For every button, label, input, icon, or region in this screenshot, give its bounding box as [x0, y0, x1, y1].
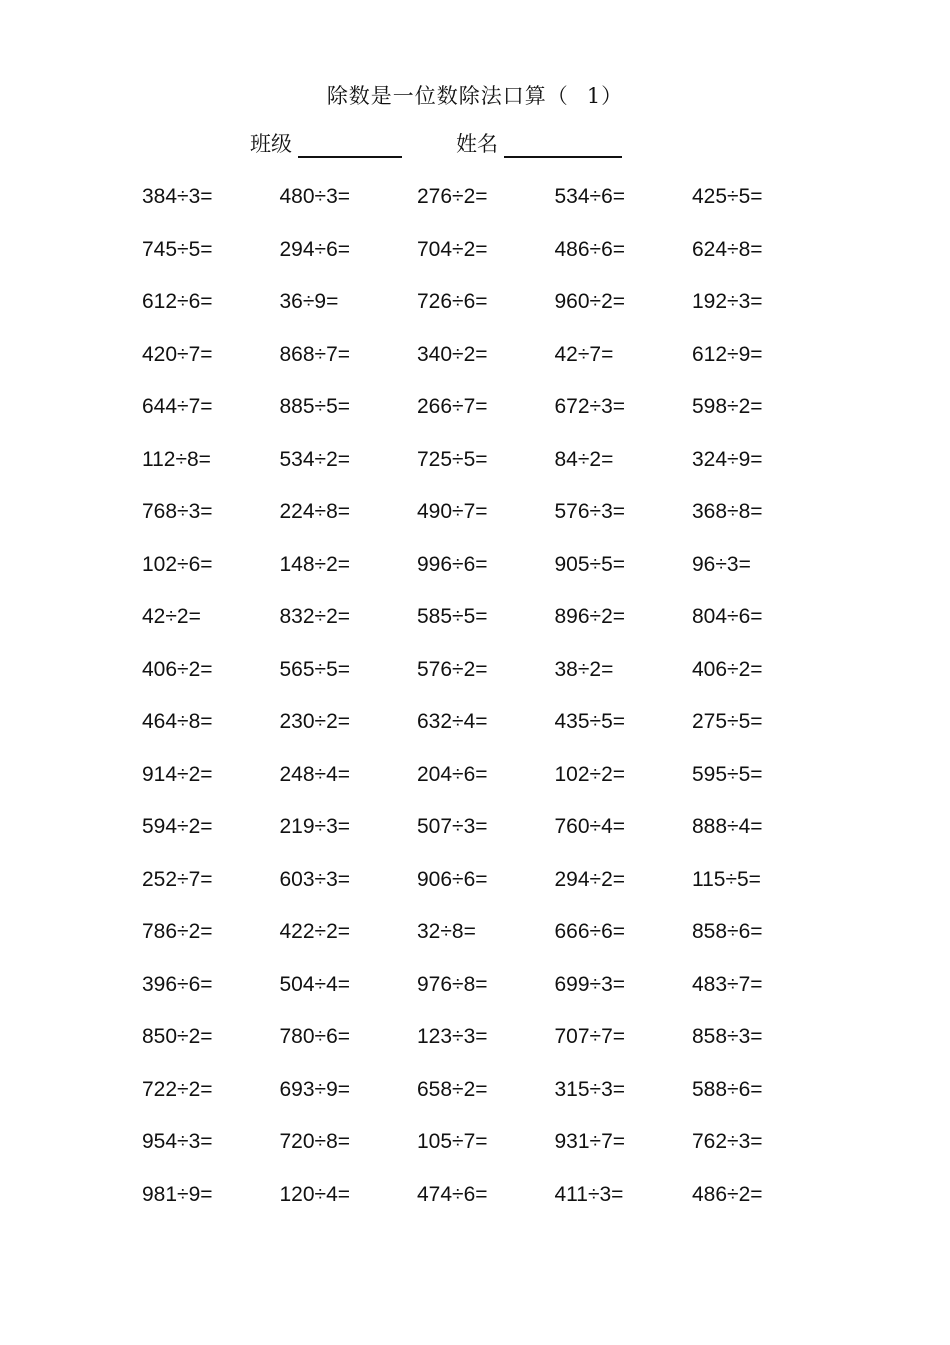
division-problem: 612÷6=: [142, 290, 213, 313]
division-problem: 931÷7=: [554, 1130, 626, 1153]
division-problem: 588÷6=: [692, 1077, 763, 1101]
division-problem: 483÷7=: [692, 972, 763, 996]
division-problem: 486÷6=: [554, 237, 626, 261]
division-problem: 632÷4=: [417, 710, 488, 733]
division-problem: 148÷2=: [279, 552, 351, 576]
division-problem: 534÷2=: [279, 447, 351, 471]
division-problem: 768÷3=: [142, 500, 213, 523]
division-problem: 42÷2=: [142, 605, 201, 628]
division-problem: 507÷3=: [417, 815, 488, 838]
division-problem: 102÷6=: [142, 552, 213, 576]
division-problem: 832÷2=: [279, 605, 351, 628]
division-problem: 384÷3=: [142, 185, 213, 208]
division-problem: 960÷2=: [554, 290, 626, 313]
division-problem: 368÷8=: [692, 500, 763, 523]
division-problem: 464÷8=: [142, 710, 213, 733]
division-problem: 786÷2=: [142, 920, 213, 943]
division-problem: 858÷3=: [692, 1025, 763, 1048]
division-problem: 294÷6=: [279, 237, 351, 261]
division-problem: 603÷3=: [279, 867, 351, 891]
division-problem: 722÷2=: [142, 1077, 213, 1101]
division-problem: 672÷3=: [554, 395, 626, 418]
division-problem: 954÷3=: [142, 1130, 213, 1153]
division-problem: 425÷5=: [692, 185, 763, 208]
division-problem: 896÷2=: [554, 605, 626, 628]
division-problem: 725÷5=: [417, 447, 488, 471]
name-label: 姓名: [456, 132, 498, 156]
division-problem: 396÷6=: [142, 972, 213, 996]
division-problem: 576÷2=: [417, 657, 488, 681]
division-problem: 504÷4=: [279, 972, 351, 996]
division-problem: 996÷6=: [417, 552, 488, 576]
division-problem: 906÷6=: [417, 867, 488, 891]
division-problem: 32÷8=: [417, 920, 476, 943]
division-problem: 594÷2=: [142, 815, 213, 838]
name-field: [456, 128, 622, 158]
division-problem: 644÷7=: [142, 395, 213, 418]
division-problem: 84÷2=: [554, 447, 614, 471]
division-problem: 115÷5=: [692, 867, 761, 891]
division-problem: 224÷8=: [279, 500, 351, 523]
title-number: 1）: [586, 84, 624, 108]
division-problem: 745÷5=: [142, 237, 213, 261]
division-problem: 480÷3=: [279, 185, 351, 208]
class-blank[interactable]: [298, 132, 402, 158]
division-problem: 585÷5=: [417, 605, 488, 628]
division-problem: 490÷7=: [417, 500, 488, 523]
division-problem: 406÷2=: [142, 657, 213, 681]
name-blank[interactable]: [504, 132, 622, 158]
division-problem: 96÷3=: [692, 552, 751, 576]
division-problem: 36÷9=: [279, 290, 339, 313]
division-problem: 192÷3=: [692, 290, 763, 313]
division-problem: 123÷3=: [417, 1025, 488, 1048]
division-problem: 315÷3=: [554, 1077, 626, 1101]
division-problem: 981÷9=: [142, 1182, 213, 1206]
division-problem: 266÷7=: [417, 395, 488, 418]
division-problem: 294÷2=: [554, 867, 626, 891]
division-problem: 248÷4=: [279, 762, 351, 786]
division-problem: 868÷7=: [279, 342, 351, 366]
division-problem: 858÷6=: [692, 920, 763, 943]
division-problem: 420÷7=: [142, 342, 213, 366]
division-problem: 726÷6=: [417, 290, 488, 313]
division-problem: 598÷2=: [692, 395, 763, 418]
division-problem: 760÷4=: [554, 815, 626, 838]
division-problem: 612÷9=: [692, 342, 763, 366]
division-problem: 595÷5=: [692, 762, 763, 786]
division-problem: 720÷8=: [279, 1130, 351, 1153]
division-problem: 276÷2=: [417, 185, 488, 208]
division-problem: 534÷6=: [554, 185, 626, 208]
division-problem: 204÷6=: [417, 762, 488, 786]
division-problem: 850÷2=: [142, 1025, 213, 1048]
division-problem: 914÷2=: [142, 762, 213, 786]
division-problem: 693÷9=: [279, 1077, 351, 1101]
division-problem: 435÷5=: [554, 710, 626, 733]
class-field: [250, 128, 402, 158]
division-problem: 38÷2=: [554, 657, 614, 681]
division-problem: 105÷7=: [417, 1130, 488, 1153]
class-label: 班级: [250, 132, 292, 156]
division-problem: 219÷3=: [279, 815, 351, 838]
division-problem: 42÷7=: [554, 342, 614, 366]
division-problem: 804÷6=: [692, 605, 763, 628]
division-problem: 888÷4=: [692, 815, 763, 838]
division-problem: 422÷2=: [279, 920, 351, 943]
division-problem: 658÷2=: [417, 1077, 488, 1101]
division-problem: 905÷5=: [554, 552, 626, 576]
division-problem: 780÷6=: [279, 1025, 351, 1048]
division-problem: 624÷8=: [692, 237, 763, 261]
division-problem: 275÷5=: [692, 710, 763, 733]
division-problem: 762÷3=: [692, 1130, 763, 1153]
division-problem: 406÷2=: [692, 657, 763, 681]
division-problem: 666÷6=: [554, 920, 626, 943]
division-problem: 707÷7=: [554, 1025, 626, 1048]
division-problem: 474÷6=: [417, 1182, 488, 1206]
division-problem: 230÷2=: [279, 710, 351, 733]
division-problem: 565÷5=: [279, 657, 351, 681]
division-problem: 324÷9=: [692, 447, 763, 471]
division-problem: 704÷2=: [417, 237, 488, 261]
division-problem: 885÷5=: [279, 395, 351, 418]
division-problem: 340÷2=: [417, 342, 488, 366]
problem-grid: [142, 180, 842, 1230]
division-problem: 486÷2=: [692, 1182, 763, 1206]
division-problem: 976÷8=: [417, 972, 488, 996]
title-text: 除数是一位数除法口算（: [326, 84, 569, 108]
division-problem: 576÷3=: [554, 500, 626, 523]
division-problem: 252÷7=: [142, 867, 213, 891]
division-problem: 102÷2=: [554, 762, 626, 786]
page-title: [0, 80, 950, 110]
division-problem: 411÷3=: [554, 1182, 624, 1206]
division-problem: 699÷3=: [554, 972, 626, 996]
division-problem: 112÷8=: [142, 447, 211, 471]
division-problem: 120÷4=: [279, 1182, 351, 1206]
